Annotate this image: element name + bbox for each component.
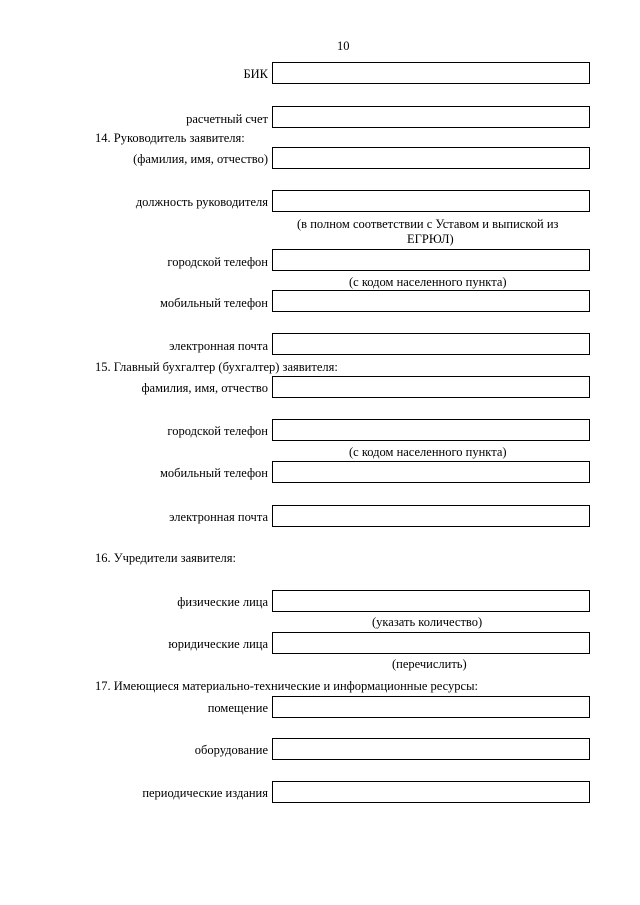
founders-individuals-hint: (указать количество) <box>372 615 483 629</box>
director-mobile-field[interactable] <box>272 290 590 312</box>
equipment-label: оборудование <box>194 743 268 757</box>
director-mobile-label: мобильный телефон <box>159 296 268 310</box>
accountant-email-field[interactable] <box>272 505 590 527</box>
accountant-city-phone-label: городской телефон <box>167 424 268 438</box>
founders-individuals-label: физические лица <box>177 595 268 609</box>
account-field[interactable] <box>272 106 590 128</box>
director-position-hint-line1: (в полном соответствии с Уставом и выпиской из <box>297 217 559 231</box>
director-email-label: электронная почта <box>169 339 268 353</box>
director-fio-field[interactable] <box>272 147 590 169</box>
equipment-field[interactable] <box>272 738 590 760</box>
periodicals-label: периодические издания <box>142 786 268 800</box>
accountant-mobile-label: мобильный телефон <box>159 466 268 480</box>
founders-individuals-field[interactable] <box>272 590 590 612</box>
director-fio-label: (фамилия, имя, отчество) <box>133 152 268 166</box>
accountant-mobile-field[interactable] <box>272 461 590 483</box>
founders-legal-label: юридические лица <box>168 637 268 651</box>
section-17-heading: 17. Имеющиеся материально-технические и информационные ресурсы: <box>95 679 478 693</box>
founders-legal-field[interactable] <box>272 632 590 654</box>
section-14-heading: 14. Руководитель заявителя: <box>95 131 245 145</box>
premises-label: помещение <box>207 701 268 715</box>
section-16-heading: 16. Учредители заявителя: <box>95 551 236 565</box>
accountant-fio-field[interactable] <box>272 376 590 398</box>
premises-field[interactable] <box>272 696 590 718</box>
accountant-city-phone-field[interactable] <box>272 419 590 441</box>
director-email-field[interactable] <box>272 333 590 355</box>
accountant-city-phone-hint: (с кодом населенного пункта) <box>349 445 507 459</box>
page-number: 10 <box>337 39 350 53</box>
accountant-email-label: электронная почта <box>169 510 268 524</box>
account-label: расчетный счет <box>186 112 268 126</box>
bik-label: БИК <box>243 67 268 81</box>
director-city-phone-field[interactable] <box>272 249 590 271</box>
accountant-fio-label: фамилия, имя, отчество <box>141 381 268 395</box>
founders-legal-hint: (перечислить) <box>392 657 467 671</box>
periodicals-field[interactable] <box>272 781 590 803</box>
director-position-hint-line2: ЕГРЮЛ) <box>407 232 454 246</box>
director-position-label: должность руководителя <box>135 195 268 209</box>
bik-field[interactable] <box>272 62 590 84</box>
section-15-heading: 15. Главный бухгалтер (бухгалтер) заявителя: <box>95 360 338 374</box>
director-position-field[interactable] <box>272 190 590 212</box>
director-city-phone-label: городской телефон <box>167 255 268 269</box>
director-city-phone-hint: (с кодом населенного пункта) <box>349 275 507 289</box>
